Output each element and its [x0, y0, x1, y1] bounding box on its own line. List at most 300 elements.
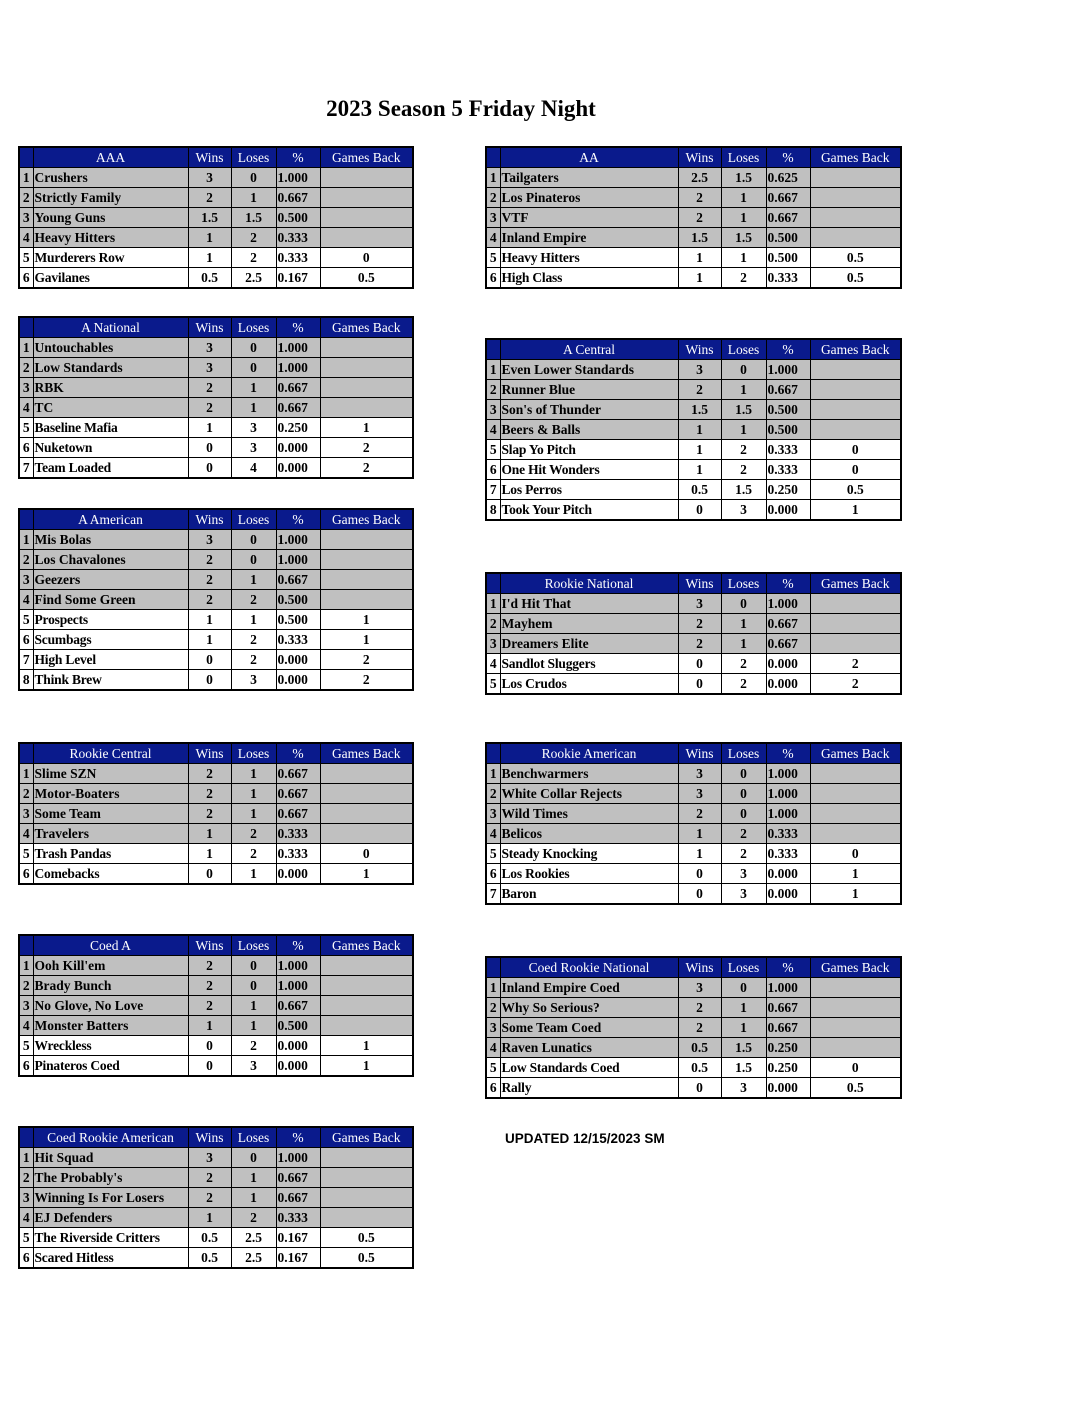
pct-cell: 0.333 — [276, 248, 320, 268]
team-name-cell: Monster Batters — [33, 1016, 188, 1036]
rank-header — [19, 935, 33, 956]
loses-cell: 2 — [721, 824, 766, 844]
rank-cell: 3 — [19, 996, 33, 1016]
rank-header — [19, 509, 33, 530]
pct-header: % — [276, 1127, 320, 1148]
loses-cell: 2 — [721, 460, 766, 480]
wins-header: Wins — [678, 743, 721, 764]
games-back-cell — [810, 188, 901, 208]
games-back-cell — [810, 380, 901, 400]
wins-cell: 2 — [188, 1188, 231, 1208]
loses-header: Loses — [721, 743, 766, 764]
loses-cell: 0 — [231, 358, 276, 378]
rank-cell: 5 — [19, 418, 33, 438]
games-back-cell — [320, 1148, 413, 1168]
table-row — [486, 1018, 901, 1038]
pct-header: % — [766, 957, 810, 978]
table-row — [486, 420, 901, 440]
games-back-cell: 2 — [320, 650, 413, 670]
table-row — [19, 418, 413, 438]
team-name-cell: Los Perros — [500, 480, 678, 500]
rank-cell: 2 — [19, 358, 33, 378]
team-name-cell: Heavy Hitters — [500, 248, 678, 268]
loses-cell: 3 — [231, 670, 276, 691]
table-row — [19, 378, 413, 398]
wins-cell: 3 — [678, 978, 721, 998]
team-name-cell: Strictly Family — [33, 188, 188, 208]
table-row — [19, 956, 413, 976]
wins-cell: 0 — [188, 650, 231, 670]
loses-cell: 2 — [231, 630, 276, 650]
loses-cell: 1 — [231, 804, 276, 824]
team-name-cell: Baron — [500, 884, 678, 905]
loses-cell: 0 — [231, 956, 276, 976]
table-row — [19, 458, 413, 479]
table-row — [19, 168, 413, 188]
team-name-cell: Find Some Green — [33, 590, 188, 610]
pct-cell: 0.000 — [276, 1056, 320, 1077]
team-name-cell: Beers & Balls — [500, 420, 678, 440]
wins-cell: 3 — [678, 764, 721, 784]
loses-cell: 1 — [721, 998, 766, 1018]
team-name-cell: Tailgaters — [500, 168, 678, 188]
rank-cell: 7 — [19, 650, 33, 670]
rank-cell: 8 — [19, 670, 33, 691]
games-back-cell — [320, 550, 413, 570]
rank-cell: 2 — [486, 998, 500, 1018]
wins-cell: 3 — [678, 594, 721, 614]
loses-cell: 4 — [231, 458, 276, 479]
table-row — [19, 550, 413, 570]
rank-cell: 5 — [19, 248, 33, 268]
wins-cell: 0 — [188, 438, 231, 458]
pct-cell: 0.000 — [276, 458, 320, 479]
wins-cell: 2 — [678, 208, 721, 228]
rank-header — [19, 147, 33, 168]
table-row — [486, 268, 901, 289]
games-back-cell — [320, 378, 413, 398]
team-name-cell: RBK — [33, 378, 188, 398]
wins-header: Wins — [188, 743, 231, 764]
loses-cell: 1 — [721, 420, 766, 440]
rank-cell: 1 — [486, 594, 500, 614]
standings-table-a-national — [18, 316, 414, 479]
loses-header: Loses — [231, 317, 276, 338]
table-row — [486, 884, 901, 905]
loses-cell: 1 — [231, 1188, 276, 1208]
standings-table-aa — [485, 146, 902, 289]
loses-header: Loses — [231, 1127, 276, 1148]
team-name-cell: Los Pinateros — [500, 188, 678, 208]
loses-cell: 1 — [721, 248, 766, 268]
games-back-cell — [320, 1188, 413, 1208]
table-row — [19, 1056, 413, 1077]
table-row — [19, 1148, 413, 1168]
wins-cell: 1 — [188, 844, 231, 864]
team-name-cell: Baseline Mafia — [33, 418, 188, 438]
header-row — [486, 957, 901, 978]
rank-cell: 8 — [486, 500, 500, 521]
games-back-cell: 2 — [320, 670, 413, 691]
wins-cell: 2 — [678, 380, 721, 400]
team-name-cell: Mis Bolas — [33, 530, 188, 550]
pct-cell: 1.000 — [276, 168, 320, 188]
pct-cell: 0.000 — [276, 670, 320, 691]
pct-cell: 0.000 — [276, 650, 320, 670]
pct-cell: 1.000 — [766, 594, 810, 614]
header-row — [486, 743, 901, 764]
table-row — [19, 864, 413, 885]
wins-cell: 2 — [188, 550, 231, 570]
loses-cell: 3 — [721, 500, 766, 521]
table-row — [19, 188, 413, 208]
wins-cell: 1 — [678, 248, 721, 268]
games-back-cell: 0 — [810, 1058, 901, 1078]
rank-cell: 3 — [19, 378, 33, 398]
wins-cell: 2 — [188, 976, 231, 996]
pct-header: % — [276, 317, 320, 338]
loses-cell: 2 — [721, 654, 766, 674]
division-name: Coed A — [33, 935, 188, 956]
wins-cell: 0 — [188, 670, 231, 691]
team-name-cell: Crushers — [33, 168, 188, 188]
rank-cell: 6 — [486, 268, 500, 289]
table-row — [486, 208, 901, 228]
rank-cell: 3 — [486, 400, 500, 420]
wins-header: Wins — [188, 1127, 231, 1148]
team-name-cell: Steady Knocking — [500, 844, 678, 864]
rank-cell: 1 — [19, 764, 33, 784]
wins-cell: 2 — [188, 570, 231, 590]
rank-cell: 4 — [19, 1016, 33, 1036]
loses-header: Loses — [231, 935, 276, 956]
wins-header: Wins — [678, 573, 721, 594]
table-row — [486, 500, 901, 521]
team-name-cell: Team Loaded — [33, 458, 188, 479]
team-name-cell: Son's of Thunder — [500, 400, 678, 420]
table-row — [19, 208, 413, 228]
rank-cell: 4 — [19, 228, 33, 248]
team-name-cell: Winning Is For Losers — [33, 1188, 188, 1208]
team-name-cell: Some Team — [33, 804, 188, 824]
pct-cell: 0.667 — [276, 1188, 320, 1208]
loses-cell: 2 — [231, 650, 276, 670]
wins-cell: 0.5 — [188, 1228, 231, 1248]
loses-cell: 1 — [721, 380, 766, 400]
pct-cell: 0.500 — [766, 400, 810, 420]
wins-cell: 2 — [678, 1018, 721, 1038]
pct-cell: 0.667 — [766, 188, 810, 208]
loses-cell: 1 — [231, 188, 276, 208]
table-row — [19, 844, 413, 864]
pct-cell: 0.500 — [766, 420, 810, 440]
pct-cell: 0.250 — [766, 1058, 810, 1078]
table-row — [19, 764, 413, 784]
wins-cell: 1 — [678, 460, 721, 480]
loses-cell: 2 — [721, 674, 766, 695]
table-row — [486, 998, 901, 1018]
table-row — [19, 1228, 413, 1248]
table-row — [19, 976, 413, 996]
division-name: Rookie Central — [33, 743, 188, 764]
games-back-cell — [810, 614, 901, 634]
table-row — [486, 804, 901, 824]
team-name-cell: Slime SZN — [33, 764, 188, 784]
wins-cell: 0 — [188, 864, 231, 885]
pct-cell: 0.500 — [276, 610, 320, 630]
games-back-cell: 1 — [320, 1036, 413, 1056]
loses-header: Loses — [231, 147, 276, 168]
pct-cell: 0.250 — [766, 1038, 810, 1058]
header-row — [19, 1127, 413, 1148]
pct-cell: 0.000 — [766, 674, 810, 695]
wins-cell: 2 — [188, 378, 231, 398]
wins-cell: 1 — [678, 268, 721, 289]
rank-cell: 1 — [19, 338, 33, 358]
rank-cell: 1 — [19, 530, 33, 550]
wins-cell: 2 — [678, 634, 721, 654]
rank-cell: 5 — [486, 844, 500, 864]
games-back-cell: 0 — [810, 460, 901, 480]
pct-cell: 0.625 — [766, 168, 810, 188]
games-back-cell — [810, 228, 901, 248]
rank-cell: 7 — [19, 458, 33, 479]
team-name-cell: Travelers — [33, 824, 188, 844]
table-row — [486, 634, 901, 654]
header-row — [19, 743, 413, 764]
games-back-cell — [320, 358, 413, 378]
table-row — [486, 654, 901, 674]
pct-cell: 0.667 — [276, 188, 320, 208]
loses-cell: 2 — [721, 440, 766, 460]
table-row — [486, 248, 901, 268]
rank-cell: 2 — [19, 550, 33, 570]
loses-header: Loses — [721, 147, 766, 168]
games-back-cell — [810, 804, 901, 824]
pct-cell: 0.667 — [276, 784, 320, 804]
wins-cell: 1.5 — [678, 400, 721, 420]
wins-cell: 2 — [188, 1168, 231, 1188]
rank-cell: 2 — [19, 784, 33, 804]
pct-cell: 0.500 — [276, 590, 320, 610]
team-name-cell: Los Rookies — [500, 864, 678, 884]
header-row — [19, 935, 413, 956]
team-name-cell: Hit Squad — [33, 1148, 188, 1168]
games-back-header: Games Back — [810, 573, 901, 594]
loses-cell: 1 — [231, 398, 276, 418]
rank-cell: 6 — [486, 864, 500, 884]
wins-cell: 3 — [188, 168, 231, 188]
loses-cell: 0 — [721, 764, 766, 784]
pct-cell: 1.000 — [766, 360, 810, 380]
pct-cell: 0.333 — [766, 844, 810, 864]
games-back-cell — [320, 824, 413, 844]
rank-cell: 5 — [19, 1036, 33, 1056]
rank-header — [486, 147, 500, 168]
games-back-cell — [810, 764, 901, 784]
loses-cell: 3 — [231, 418, 276, 438]
rank-cell: 3 — [19, 1188, 33, 1208]
rank-cell: 5 — [19, 844, 33, 864]
team-name-cell: Young Guns — [33, 208, 188, 228]
division-name: Rookie National — [500, 573, 678, 594]
team-name-cell: Slap Yo Pitch — [500, 440, 678, 460]
rank-cell: 2 — [19, 1168, 33, 1188]
table-row — [19, 590, 413, 610]
loses-cell: 1.5 — [721, 480, 766, 500]
wins-cell: 1 — [678, 440, 721, 460]
team-name-cell: Low Standards Coed — [500, 1058, 678, 1078]
rank-cell: 4 — [19, 824, 33, 844]
pct-cell: 0.167 — [276, 1248, 320, 1269]
pct-cell: 0.333 — [276, 1208, 320, 1228]
division-name: Coed Rookie National — [500, 957, 678, 978]
rank-cell: 1 — [19, 1148, 33, 1168]
header-row — [19, 509, 413, 530]
rank-cell: 2 — [486, 784, 500, 804]
table-row — [486, 1038, 901, 1058]
games-back-cell: 0.5 — [810, 480, 901, 500]
rank-cell: 4 — [486, 228, 500, 248]
table-row — [486, 674, 901, 695]
team-name-cell: Think Brew — [33, 670, 188, 691]
pct-cell: 1.000 — [276, 530, 320, 550]
team-name-cell: VTF — [500, 208, 678, 228]
rank-cell: 5 — [486, 1058, 500, 1078]
wins-cell: 2 — [678, 614, 721, 634]
loses-cell: 3 — [231, 438, 276, 458]
rank-cell: 4 — [19, 398, 33, 418]
rank-header — [19, 743, 33, 764]
rank-cell: 5 — [486, 674, 500, 695]
loses-cell: 1 — [231, 378, 276, 398]
loses-cell: 0 — [231, 168, 276, 188]
table-row — [19, 398, 413, 418]
games-back-cell — [810, 400, 901, 420]
games-back-cell — [320, 570, 413, 590]
team-name-cell: Pinateros Coed — [33, 1056, 188, 1077]
standings-table-coed-rookie-american — [18, 1126, 414, 1269]
team-name-cell: Took Your Pitch — [500, 500, 678, 521]
pct-cell: 0.000 — [276, 438, 320, 458]
loses-cell: 1.5 — [231, 208, 276, 228]
table-row — [19, 530, 413, 550]
games-back-cell: 0.5 — [810, 268, 901, 289]
games-back-cell: 0.5 — [320, 1248, 413, 1269]
loses-cell: 2.5 — [231, 1248, 276, 1269]
pct-cell: 0.667 — [276, 996, 320, 1016]
pct-cell: 0.000 — [766, 654, 810, 674]
team-name-cell: Prospects — [33, 610, 188, 630]
table-row — [19, 228, 413, 248]
loses-cell: 1 — [231, 864, 276, 885]
table-row — [486, 380, 901, 400]
loses-header: Loses — [231, 509, 276, 530]
loses-cell: 1 — [231, 996, 276, 1016]
rank-cell: 6 — [19, 438, 33, 458]
rank-cell: 3 — [486, 804, 500, 824]
team-name-cell: TC — [33, 398, 188, 418]
rank-cell: 4 — [486, 654, 500, 674]
table-row — [19, 1036, 413, 1056]
wins-cell: 0.5 — [678, 1058, 721, 1078]
pct-header: % — [276, 147, 320, 168]
wins-cell: 0.5 — [188, 1248, 231, 1269]
rank-cell: 2 — [486, 188, 500, 208]
loses-cell: 2 — [231, 1036, 276, 1056]
rank-header — [19, 317, 33, 338]
pct-header: % — [766, 573, 810, 594]
division-name: Rookie American — [500, 743, 678, 764]
wins-cell: 1 — [188, 418, 231, 438]
loses-cell: 1 — [231, 1168, 276, 1188]
games-back-cell — [810, 420, 901, 440]
loses-cell: 0 — [231, 530, 276, 550]
wins-cell: 0 — [188, 1056, 231, 1077]
table-row — [19, 630, 413, 650]
wins-cell: 1.5 — [188, 208, 231, 228]
table-row — [486, 480, 901, 500]
standings-table-a-american — [18, 508, 414, 691]
games-back-cell — [320, 1168, 413, 1188]
loses-cell: 3 — [721, 1078, 766, 1099]
rank-cell: 6 — [19, 1248, 33, 1269]
pct-cell: 0.667 — [766, 1018, 810, 1038]
games-back-cell — [320, 228, 413, 248]
table-row — [19, 824, 413, 844]
loses-cell: 2 — [231, 844, 276, 864]
team-name-cell: Dreamers Elite — [500, 634, 678, 654]
pct-cell: 1.000 — [766, 784, 810, 804]
wins-cell: 2 — [188, 188, 231, 208]
loses-cell: 3 — [231, 1056, 276, 1077]
games-back-cell: 1 — [810, 500, 901, 521]
games-back-cell — [810, 1018, 901, 1038]
games-back-cell — [810, 784, 901, 804]
games-back-cell — [320, 976, 413, 996]
wins-cell: 1 — [678, 844, 721, 864]
pct-cell: 0.333 — [276, 844, 320, 864]
wins-cell: 3 — [678, 360, 721, 380]
table-row — [19, 1168, 413, 1188]
games-back-cell — [320, 188, 413, 208]
wins-cell: 2 — [188, 398, 231, 418]
rank-cell: 5 — [486, 248, 500, 268]
rank-header — [486, 339, 500, 360]
wins-cell: 2 — [188, 956, 231, 976]
games-back-cell: 0 — [320, 248, 413, 268]
games-back-cell — [320, 530, 413, 550]
wins-cell: 0 — [678, 674, 721, 695]
standings-table-coed-a — [18, 934, 414, 1077]
table-row — [486, 1078, 901, 1099]
games-back-cell — [320, 804, 413, 824]
table-row — [19, 1188, 413, 1208]
table-row — [486, 978, 901, 998]
rank-cell: 3 — [19, 570, 33, 590]
games-back-cell: 1 — [810, 884, 901, 905]
team-name-cell: Raven Lunatics — [500, 1038, 678, 1058]
pct-cell: 1.000 — [276, 338, 320, 358]
wins-cell: 1 — [188, 610, 231, 630]
team-name-cell: Some Team Coed — [500, 1018, 678, 1038]
pct-cell: 1.000 — [766, 978, 810, 998]
loses-cell: 2 — [721, 268, 766, 289]
team-name-cell: Inland Empire — [500, 228, 678, 248]
pct-cell: 0.000 — [766, 500, 810, 521]
rank-header — [486, 573, 500, 594]
wins-cell: 2 — [678, 188, 721, 208]
